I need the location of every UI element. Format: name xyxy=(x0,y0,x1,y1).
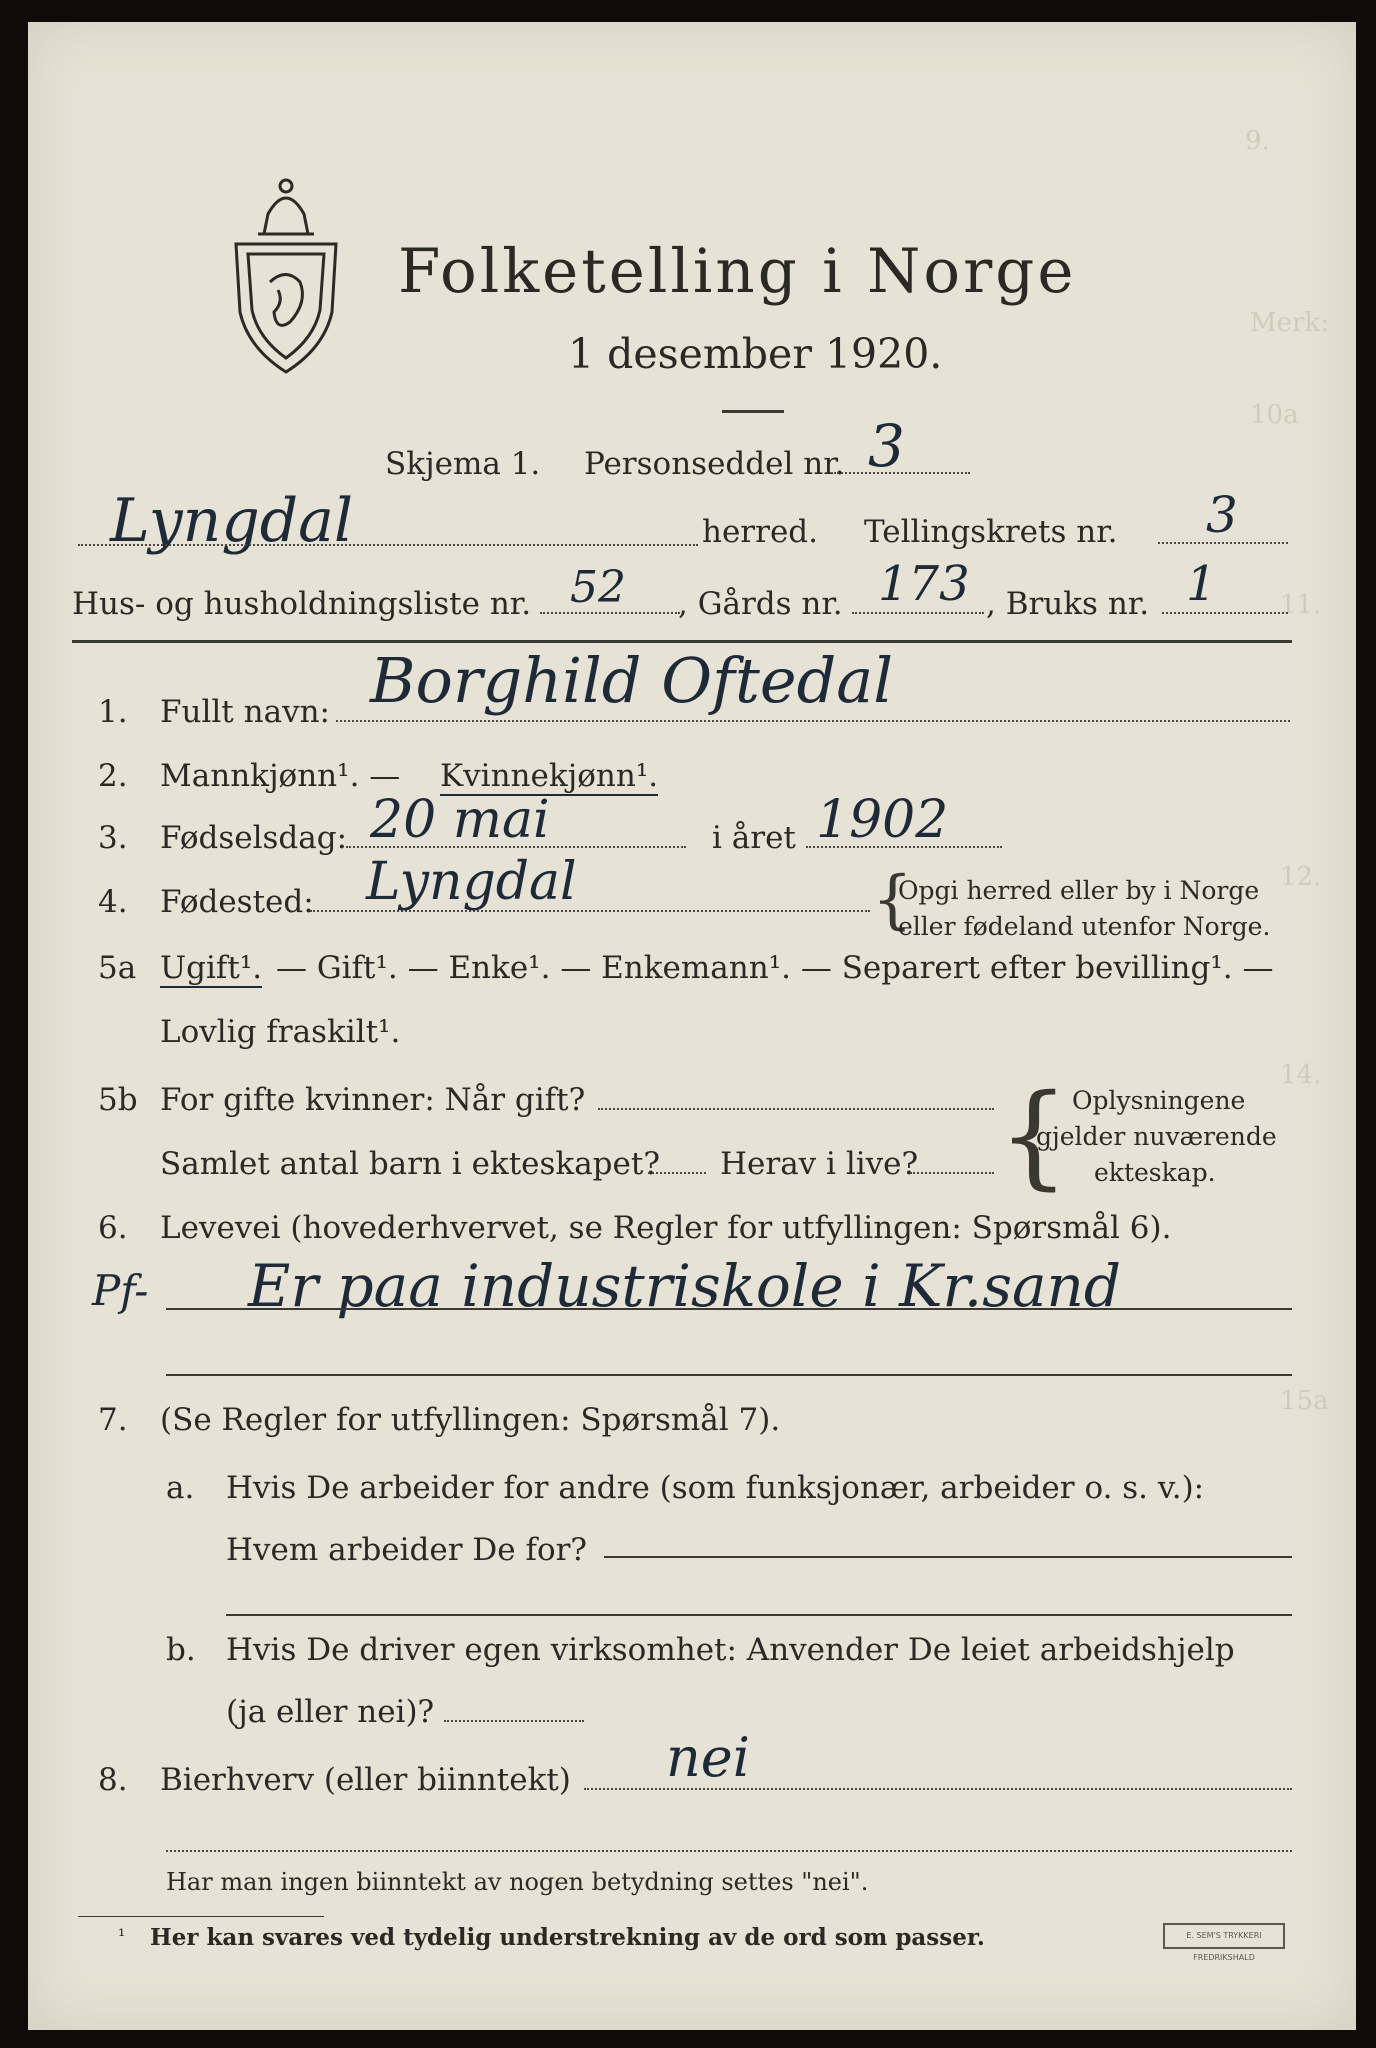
q4-note-line2: eller fødeland utenfor Norge. xyxy=(898,912,1271,941)
q4-brace: { xyxy=(872,863,913,937)
q7b-label2: (ja eller nei)? xyxy=(226,1694,435,1730)
form-title: Folketelling i Norge xyxy=(398,236,1077,307)
q5b-brace: { xyxy=(998,1071,1070,1201)
q5b-label: For gifte kvinner: Når gift? xyxy=(160,1082,586,1118)
q2-mannkjonn: Mannkjønn¹. — xyxy=(160,758,401,794)
q5a-line2: Lovlig fraskilt¹. xyxy=(160,1014,401,1050)
q4-number: 4. xyxy=(98,884,128,920)
q7-number: 7. xyxy=(98,1402,128,1438)
q3-number: 3. xyxy=(98,820,128,856)
hus-value[interactable]: 52 xyxy=(570,562,626,613)
q7a-label2: Hvem arbeider De for? xyxy=(226,1532,588,1568)
q2-kvinnekjonn[interactable]: Kvinnekjønn¹. xyxy=(440,758,659,794)
q7b-line xyxy=(444,1720,584,1722)
personseddel-label: Personseddel nr. xyxy=(584,446,845,482)
q5a-ugift[interactable]: Ugift¹. xyxy=(160,950,263,986)
coat-of-arms-icon xyxy=(228,172,344,378)
q3-year-label: i året xyxy=(712,820,796,856)
gards-value[interactable]: 173 xyxy=(878,556,970,612)
q7b-label: Hvis De driver egen virksomhet: Anvender De leiet arbeidshjelp xyxy=(226,1632,1235,1668)
q1-label: Fullt navn: xyxy=(160,694,330,730)
printer-stamp: E. SEM'S TRYKKERI FREDRIKSHALD xyxy=(1163,1923,1285,1949)
q5b-label3: Herav i live? xyxy=(720,1146,919,1182)
q8-line2 xyxy=(166,1850,1292,1852)
gards-label: , Gårds nr. xyxy=(678,586,843,622)
occupation-value[interactable]: Er paa industriskole i Kr.sand xyxy=(248,1252,1122,1320)
footer-note: Har man ingen biinntekt av nogen betydning settes "nei". xyxy=(166,1868,869,1896)
q7a-line1 xyxy=(604,1556,1292,1558)
header-divider xyxy=(72,640,1292,643)
q6-label: Levevei (hovederhvervet, se Regler for utfyllingen: Spørsmål 6). xyxy=(160,1210,1172,1246)
q5b-label2: Samlet antal barn i ekteskapet? xyxy=(160,1146,660,1182)
q5a-number: 5a xyxy=(98,950,137,986)
q5a-options: — Gift¹. — Enke¹. — Enkemann¹. — Separert efter bevilling¹. — xyxy=(276,950,1274,986)
q7a-label: Hvis De arbeider for andre (som funksjonær, arbeider o. s. v.): xyxy=(226,1470,1205,1506)
personseddel-value[interactable]: 3 xyxy=(868,412,905,480)
q8-line1 xyxy=(584,1788,1292,1790)
bruks-value[interactable]: 1 xyxy=(1186,556,1217,612)
q1-line xyxy=(336,720,1290,722)
q4-note-line1: Opgi herred eller by i Norge xyxy=(898,876,1260,905)
gards-line xyxy=(852,612,984,614)
footnote-divider xyxy=(78,1916,324,1917)
q5b-note-line1: Oplysningene xyxy=(1072,1086,1246,1115)
birthplace-value[interactable]: Lyngdal xyxy=(366,852,577,912)
q6-line2 xyxy=(166,1374,1292,1376)
bruks-line xyxy=(1162,612,1288,614)
herred-value[interactable]: Lyngdal xyxy=(110,486,354,556)
birth-year-value[interactable]: 1902 xyxy=(816,790,949,850)
q5b-number: 5b xyxy=(98,1082,138,1118)
q5b-line2 xyxy=(648,1172,706,1174)
q8-label: Bierhverv (eller biinntekt) xyxy=(160,1762,571,1798)
q1-number: 1. xyxy=(98,694,128,730)
q7b-letter: b. xyxy=(166,1632,196,1668)
footnote-mark: ¹ xyxy=(118,1926,126,1947)
skjema-label: Skjema 1. xyxy=(385,446,541,482)
tellingskrets-value[interactable]: 3 xyxy=(1206,486,1238,544)
q7-label: (Se Regler for utfyllingen: Spørsmål 7). xyxy=(160,1402,781,1438)
tellingskrets-label: Tellingskrets nr. xyxy=(864,514,1118,550)
bruks-label: , Bruks nr. xyxy=(986,586,1150,622)
herred-label: herred. xyxy=(702,514,818,550)
q7a-line2 xyxy=(226,1614,1292,1616)
q6-line1 xyxy=(166,1308,1292,1310)
herred-line xyxy=(78,544,698,546)
q5b-note-line2: gjelder nuværende xyxy=(1036,1122,1277,1151)
q6-prefix: Pf- xyxy=(92,1266,149,1315)
census-date: 1 desember 1920. xyxy=(568,330,943,378)
q5b-note-line3: ekteskap. xyxy=(1094,1158,1216,1187)
title-divider xyxy=(722,410,784,413)
footnote-text: Her kan svares ved tydelig understrekning av de ord som passer. xyxy=(150,1924,985,1951)
q5b-line3 xyxy=(910,1172,994,1174)
side-income-value[interactable]: nei xyxy=(666,1726,751,1789)
q8-number: 8. xyxy=(98,1762,128,1798)
q6-number: 6. xyxy=(98,1210,128,1246)
q7a-letter: a. xyxy=(166,1470,195,1506)
birthday-value[interactable]: 20 mai xyxy=(370,790,550,850)
q2-number: 2. xyxy=(98,758,128,794)
q4-label: Fødested: xyxy=(160,884,314,920)
full-name-value[interactable]: Borghild Oftedal xyxy=(370,644,894,717)
q5b-line1 xyxy=(598,1108,994,1110)
hus-label: Hus- og husholdningsliste nr. xyxy=(72,586,532,622)
q3-label: Fødselsdag: xyxy=(160,820,348,856)
